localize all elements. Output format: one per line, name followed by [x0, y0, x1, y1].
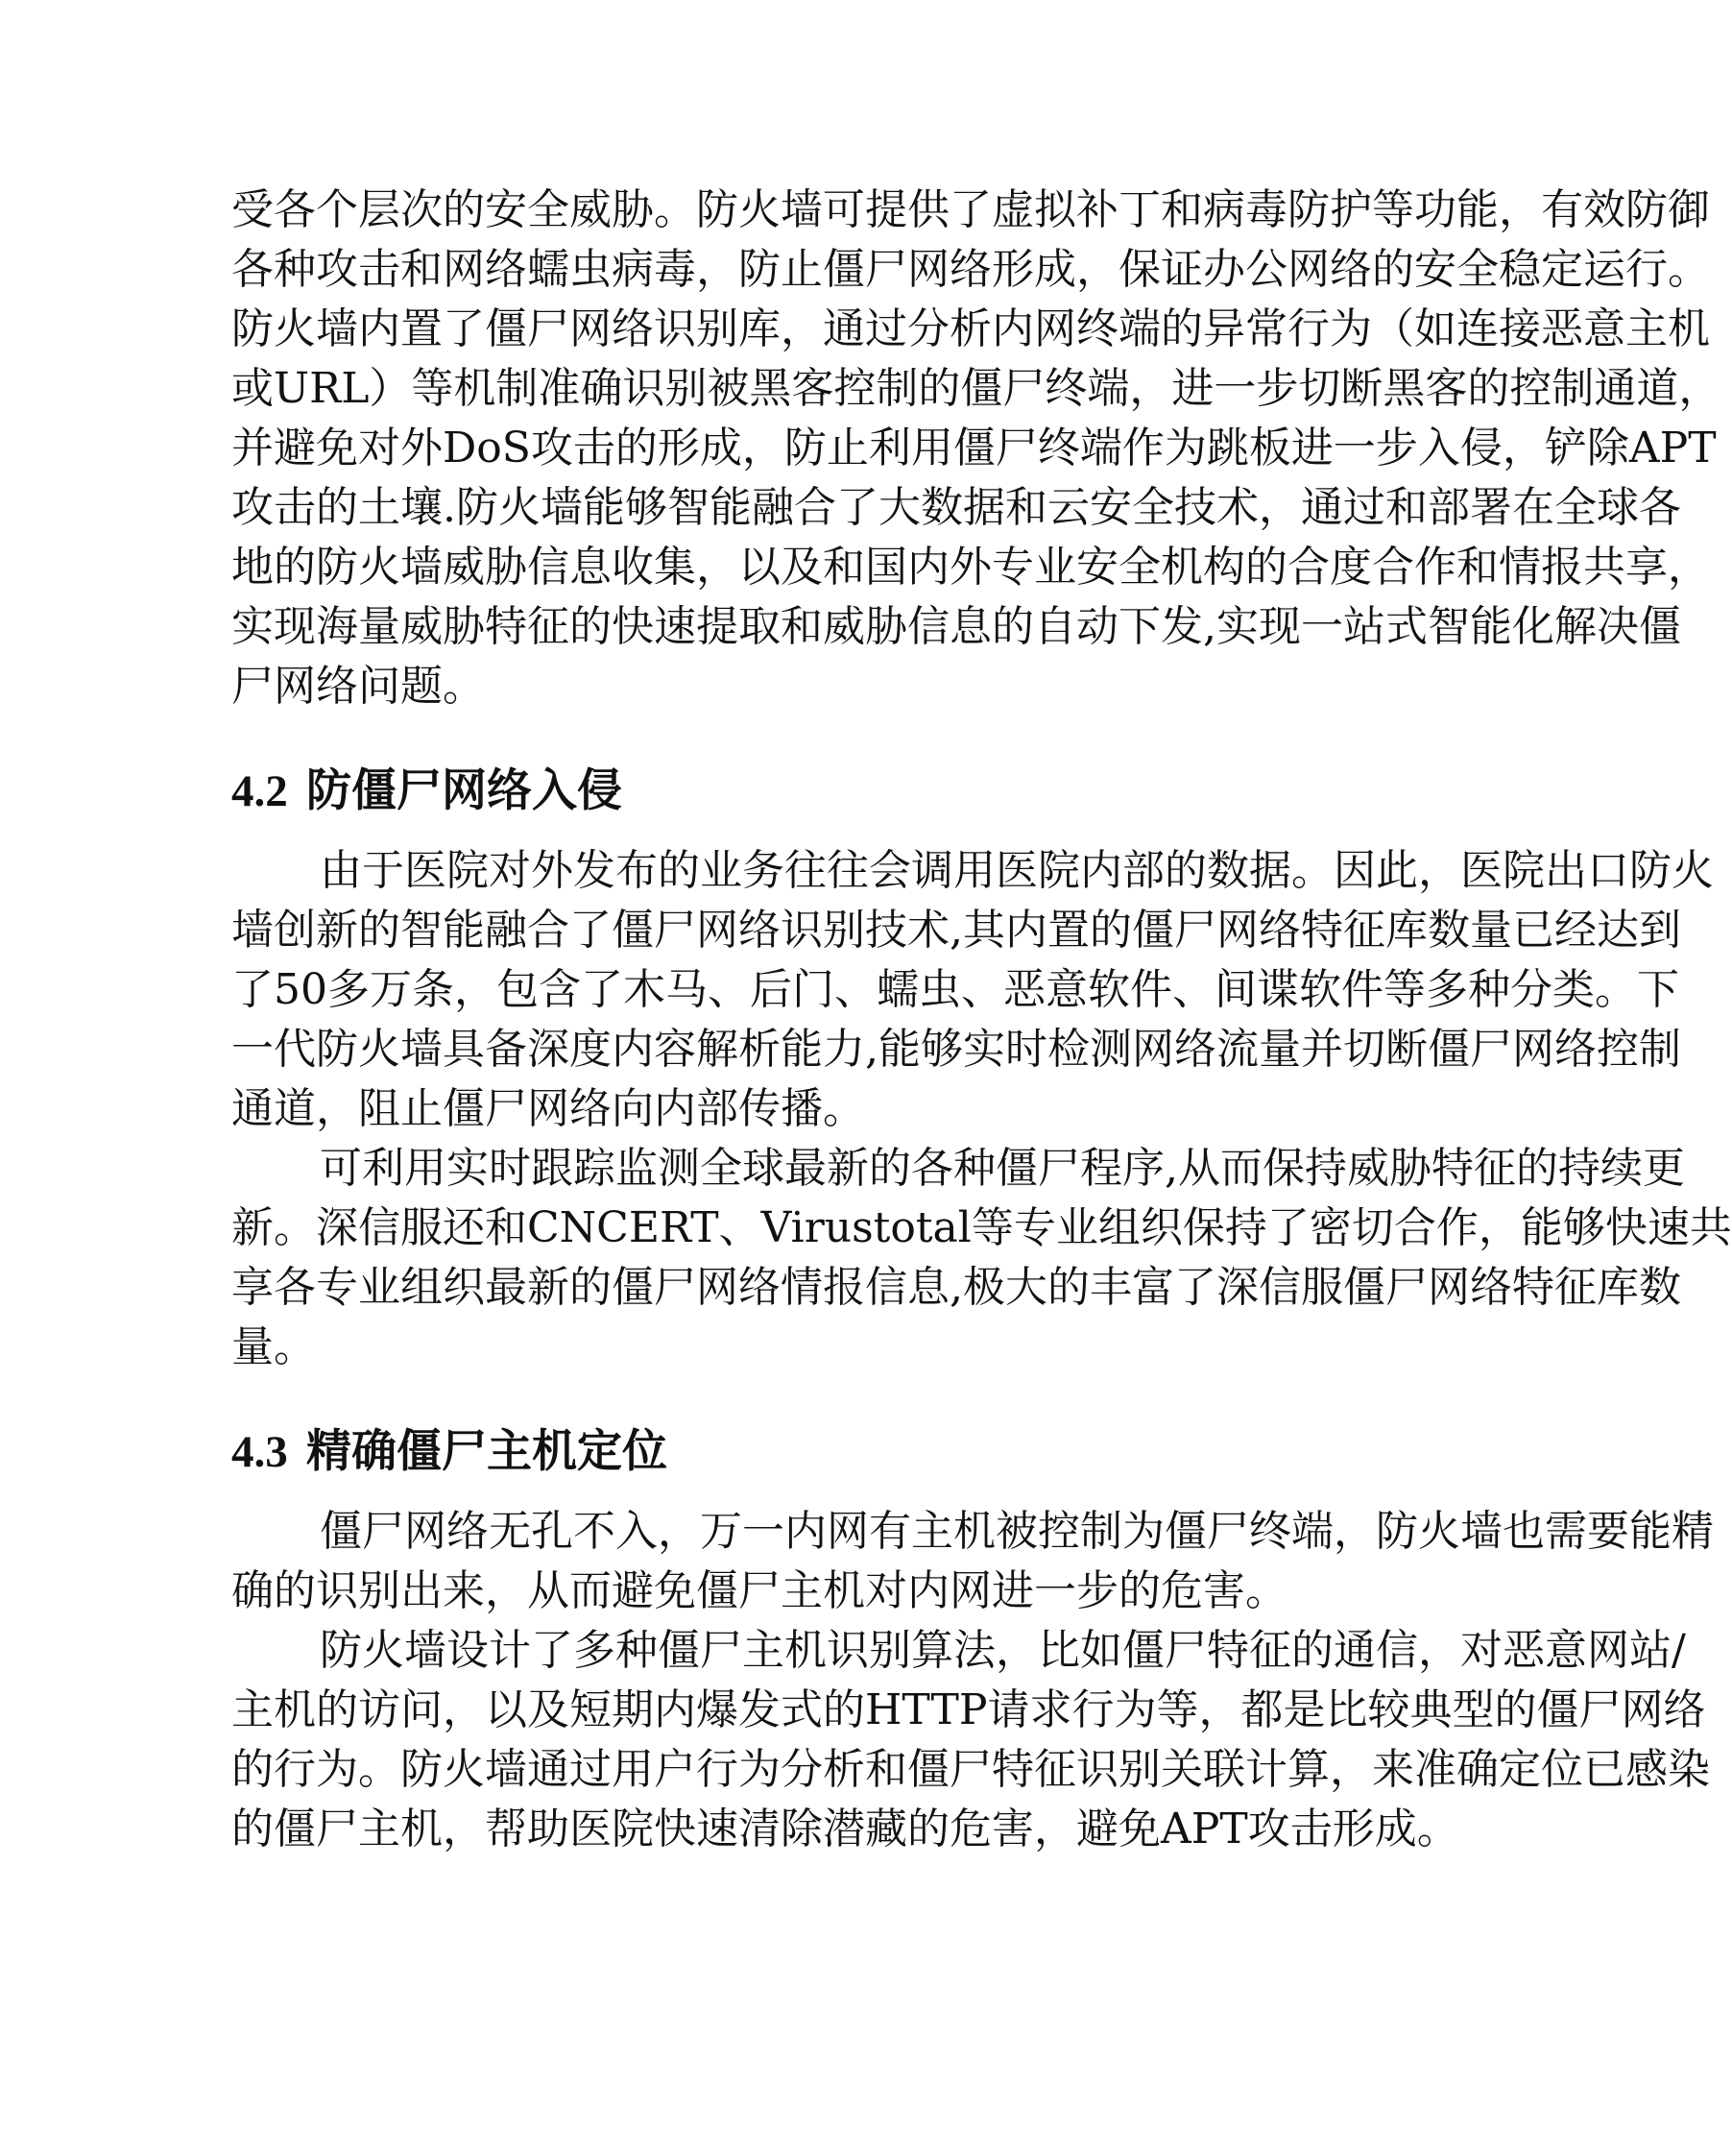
text-line: 或URL）等机制准确识别被黑客控制的僵尸终端，进一步切断黑客的控制通道，: [231, 364, 1721, 413]
text-line: 的行为。防火墙通过用户行为分析和僵尸特征识别关联计算，来准确定位已感染: [231, 1745, 1710, 1794]
text-line: 由于医院对外发布的业务往往会调用医院内部的数据。因此，医院出口防火: [320, 846, 1714, 895]
text-line: 尸网络问题。: [231, 662, 485, 711]
text-line: 享各专业组织最新的僵尸网络情报信息,极大的丰富了深信服僵尸网络特征库数: [231, 1263, 1681, 1312]
text-line: 主机的访问，以及短期内爆发式的HTTP请求行为等，都是比较典型的僵尸网络: [231, 1685, 1706, 1734]
text-line: 通道，阻止僵尸网络向内部传播。: [231, 1084, 865, 1133]
text-line: 实现海量威胁特征的快速提取和威胁信息的自动下发,实现一站式智能化解决僵: [231, 602, 1681, 651]
paragraph: [231, 1621, 1710, 1859]
text-line: 僵尸网络无孔不入，万一内网有主机被控制为僵尸终端，防火墙也需要能精: [320, 1507, 1714, 1556]
text-line: 防火墙设计了多种僵尸主机识别算法，比如僵尸特征的通信，对恶意网站/: [320, 1626, 1686, 1675]
text-line: 的僵尸主机，帮助医院快速清除潜藏的危害，避免APT攻击形成。: [231, 1805, 1459, 1853]
paragraph: [231, 1139, 1732, 1377]
text-line: 受各个层次的安全威胁。防火墙可提供了虚拟补丁和病毒防护等功能，有效防御: [231, 185, 1710, 234]
paragraph: [231, 1502, 1714, 1621]
text-line: 各种攻击和网络蠕虫病毒，防止僵尸网络形成，保证办公网络的安全稳定运行。: [231, 245, 1710, 294]
section-title: 精确僵尸主机定位: [306, 1425, 667, 1478]
section-heading: [231, 1422, 1301, 1482]
section-title: 防僵尸网络入侵: [306, 764, 622, 817]
paragraph: [231, 841, 1714, 1139]
section-heading: [231, 762, 1301, 821]
text-line: 了50多万条，包含了木马、后门、蠕虫、恶意软件、间谍软件等多种分类。下: [231, 965, 1679, 1014]
text-line: 新。深信服还和CNCERT、Virustotal等专业组织保持了密切合作，能够快速共: [231, 1203, 1732, 1252]
text-line: 攻击的土壤.防火墙能够智能融合了大数据和云安全技术，通过和部署在全球各: [231, 483, 1681, 532]
section-number: 4.2: [231, 766, 288, 816]
section-number: 4.3: [231, 1427, 288, 1477]
text-line: 确的识别出来，从而避免僵尸主机对内网进一步的危害。: [231, 1566, 1287, 1615]
text-line: 一代防火墙具备深度内容解析能力,能够实时检测网络流量并切断僵尸网络控制: [231, 1025, 1681, 1074]
text-line: 防火墙内置了僵尸网络识别库，通过分析内网终端的异常行为（如连接恶意主机: [231, 304, 1710, 353]
paragraph: [231, 181, 1721, 716]
text-line: 可利用实时跟踪监测全球最新的各种僵尸程序,从而保持威胁特征的持续更: [320, 1144, 1685, 1193]
text-line: 量。: [231, 1322, 316, 1371]
document-body: [231, 181, 1732, 1859]
text-line: 墙创新的智能融合了僵尸网络识别技术,其内置的僵尸网络特征库数量已经达到: [231, 906, 1681, 955]
text-line: 地的防火墙威胁信息收集，以及和国内外专业安全机构的合度合作和情报共享，: [231, 543, 1710, 592]
text-line: 并避免对外DoS攻击的形成，防止利用僵尸终端作为跳板进一步入侵，铲除APT: [231, 424, 1717, 472]
